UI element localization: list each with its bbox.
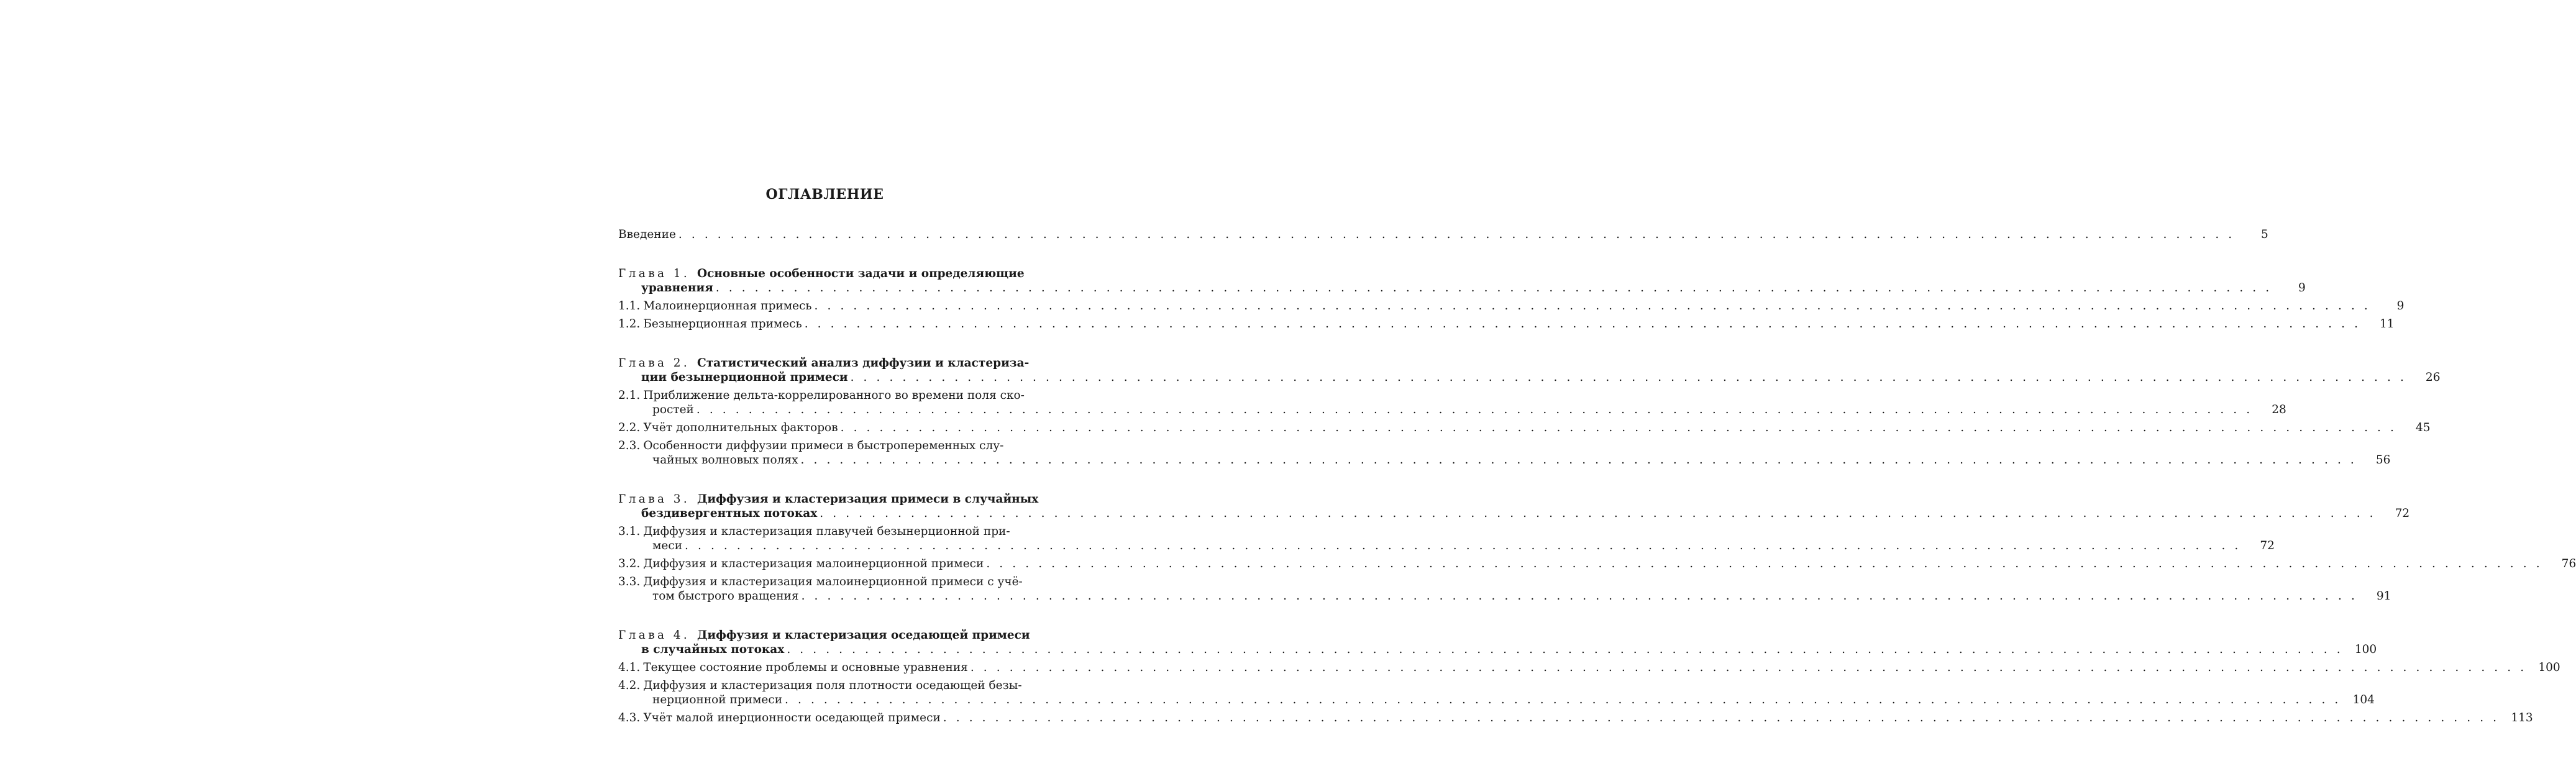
chapter-title-part2: бездивергентных потоках: [641, 507, 818, 520]
toc-page-number: 104: [2352, 693, 2375, 706]
toc-page-number: 45: [2415, 421, 2431, 434]
section-line1[interactable]: [618, 388, 1031, 403]
chapter-heading-line1[interactable]: [618, 492, 1039, 506]
toc-page-number: 9: [2298, 281, 2306, 294]
dot-leader: . . . . . . . . . . . . . . . . . . . . . . . . . . . . . . . . . . . . . . . . . . . . . . . . . . . . . . . . . . . . . . . . . . . . . . . . . . . . . . . . . . . . . . . . . . . . . . . . . . . . . . . . . . . . . . . . . . . . . . . .: [696, 403, 2253, 416]
section-line2[interactable]: [618, 539, 2275, 553]
chapter-spacer: [618, 242, 1031, 267]
section-title: Малоинерционная примесь: [643, 299, 812, 313]
dot-leader: . . . . . . . . . . . . . . . . . . . . . . . . . . . . . . . . . . . . . . . . . . . . . . . . . . . . . . . . . . . . . . . . . . . . . . . . . . . . . . . . . . . . . . . . . . . . . . . . . . . . . . . . . . . . . . . . . . . . . . . .: [787, 643, 2344, 656]
toc-chapter: [618, 267, 2405, 331]
toc-page-number: 26: [2425, 371, 2441, 384]
section-line1[interactable]: [618, 439, 1031, 453]
section-number: 2.1.: [618, 389, 641, 402]
section-line[interactable]: [618, 317, 2395, 331]
section-title-part2: том быстрого вращения: [652, 590, 799, 603]
chapter-heading-line1[interactable]: [618, 628, 1031, 642]
section-line1[interactable]: [618, 575, 1031, 589]
section-number: 3.2.: [618, 557, 641, 570]
section-title: Учёт дополнительных факторов: [643, 421, 838, 434]
toc-page-number: 100: [2354, 643, 2377, 656]
section-number: 4.2.: [618, 679, 641, 692]
toc-page-number: 113: [2511, 711, 2533, 724]
section-title-part1: Приближение дельта-коррелированного во времени поля ско-: [643, 389, 1025, 402]
section-title-part2: меси: [652, 539, 683, 552]
section-line2[interactable]: [618, 453, 2391, 467]
chapter-heading-line2[interactable]: [618, 281, 2306, 295]
toc-entry-label: Введение: [618, 228, 676, 241]
chapter-heading-text: [618, 267, 1025, 281]
chapter-label: Глава 2.: [618, 357, 690, 370]
chapter-title-part2: в случайных потоках: [641, 643, 785, 656]
toc-page-number: 11: [2380, 317, 2395, 331]
toc-page-number: 56: [2375, 454, 2391, 467]
section-number: 3.3.: [618, 575, 641, 588]
chapter-heading-text: [618, 492, 1039, 506]
dot-leader: . . . . . . . . . . . . . . . . . . . . . . . . . . . . . . . . . . . . . . . . . . . . . . . . . . . . . . . . . . . . . . . . . . . . . . . . . . . . . . . . . . . . . . . . . . . . . . . . . . . . . . . . . . . . . . . . . . . . . . . .: [820, 507, 2377, 520]
toc-page-number: 91: [2376, 590, 2391, 603]
chapter-heading-line1[interactable]: [618, 356, 1031, 370]
section-line[interactable]: [618, 557, 2576, 571]
toc-page-number: 72: [2395, 507, 2410, 520]
dot-leader: . . . . . . . . . . . . . . . . . . . . . . . . . . . . . . . . . . . . . . . . . . . . . . . . . . . . . . . . . . . . . . . . . . . . . . . . . . . . . . . . . . . . . . . . . . . . . . . . . . . . . . . . . . . . . . . . . . . . . . . .: [943, 711, 2500, 724]
section-line[interactable]: [618, 421, 2431, 435]
chapter-spacer: [618, 603, 1031, 628]
dot-leader: . . . . . . . . . . . . . . . . . . . . . . . . . . . . . . . . . . . . . . . . . . . . . . . . . . . . . . . . . . . . . . . . . . . . . . . . . . . . . . . . . . . . . . . . . . . . . . . . . . . . . . . . . . . . . . . . . . . . . . . .: [678, 228, 2235, 241]
chapter-heading-line1[interactable]: [618, 267, 1031, 281]
chapters-list: [618, 242, 2576, 725]
dot-leader: . . . . . . . . . . . . . . . . . . . . . . . . . . . . . . . . . . . . . . . . . . . . . . . . . . . . . . . . . . . . . . . . . . . . . . . . . . . . . . . . . . . . . . . . . . . . . . . . . . . . . . . . . . . . . . . . . . . . . . . .: [801, 590, 2358, 603]
section-line2[interactable]: [618, 589, 2391, 603]
table-of-contents: [618, 186, 2576, 725]
toc-page-number: 28: [2272, 403, 2286, 416]
chapter-heading-text: [618, 628, 1030, 642]
section-number: 2.2.: [618, 421, 641, 434]
toc-title: ОГЛАВЛЕНИЕ: [765, 186, 884, 203]
dot-leader: . . . . . . . . . . . . . . . . . . . . . . . . . . . . . . . . . . . . . . . . . . . . . . . . . . . . . . . . . . . . . . . . . . . . . . . . . . . . . . . . . . . . . . . . . . . . . . . . . . . . . . . . . . . . . . . . . . . . . . . .: [814, 299, 2371, 313]
section-line[interactable]: [618, 299, 2405, 313]
section-line2[interactable]: [618, 403, 2286, 417]
toc-chapter: [618, 628, 2560, 725]
section-line1[interactable]: [618, 524, 1031, 539]
section-line1[interactable]: [618, 678, 1031, 693]
section-line2[interactable]: [618, 693, 2375, 707]
dot-leader: . . . . . . . . . . . . . . . . . . . . . . . . . . . . . . . . . . . . . . . . . . . . . . . . . . . . . . . . . . . . . . . . . . . . . . . . . . . . . . . . . . . . . . . . . . . . . . . . . . . . . . . . . . . . . . . . . . . . . . . .: [785, 693, 2341, 706]
chapter-heading-line2[interactable]: [618, 642, 2377, 657]
section-number: 1.1.: [618, 299, 641, 313]
section-number: 1.2.: [618, 317, 641, 331]
toc-page-number: 100: [2538, 661, 2560, 674]
chapter-spacer: [618, 331, 1031, 356]
section-number: 4.3.: [618, 711, 641, 724]
section-title: Текущее состояние проблемы и основные уравнения: [643, 661, 968, 674]
section-number: 3.1.: [618, 525, 641, 538]
chapter-title-part1: Основные особенности задачи и определяющие: [697, 267, 1025, 280]
chapter-label: Глава 3.: [618, 493, 690, 506]
chapter-title-part2: ции безынерционной примеси: [641, 371, 848, 384]
section-title-part2: ростей: [652, 403, 694, 416]
dot-leader: . . . . . . . . . . . . . . . . . . . . . . . . . . . . . . . . . . . . . . . . . . . . . . . . . . . . . . . . . . . . . . . . . . . . . . . . . . . . . . . . . . . . . . . . . . . . . . . . . . . . . . . . . . . . . . . . . . . . . . . .: [970, 661, 2527, 674]
section-title-part2: нерционной примеси: [652, 693, 783, 706]
toc-page-number: 9: [2396, 299, 2405, 313]
section-title-part1: Диффузия и кластеризация малоинерционной примеси с учё-: [643, 575, 1023, 588]
chapter-title-part1: Статистический анализ диффузии и кластериза-: [697, 357, 1030, 370]
dot-leader: . . . . . . . . . . . . . . . . . . . . . . . . . . . . . . . . . . . . . . . . . . . . . . . . . . . . . . . . . . . . . . . . . . . . . . . . . . . . . . . . . . . . . . . . . . . . . . . . . . . . . . . . . . . . . . . . . . . . . . . .: [850, 371, 2407, 384]
section-title-part1: Диффузия и кластеризация плавучей безынерционной при-: [643, 525, 1010, 538]
toc-chapter: [618, 356, 2441, 467]
chapter-spacer: [618, 467, 1031, 492]
section-title: Диффузия и кластеризация малоинерционной примеси: [643, 557, 984, 570]
section-title: Безынерционная примесь: [643, 317, 802, 331]
dot-leader: . . . . . . . . . . . . . . . . . . . . . . . . . . . . . . . . . . . . . . . . . . . . . . . . . . . . . . . . . . . . . . . . . . . . . . . . . . . . . . . . . . . . . . . . . . . . . . . . . . . . . . . . . . . . . . . . . . . . . . . .: [800, 454, 2357, 467]
toc-page-number: 5: [2261, 228, 2268, 241]
chapter-heading-line2[interactable]: [618, 370, 2441, 385]
dot-leader: . . . . . . . . . . . . . . . . . . . . . . . . . . . . . . . . . . . . . . . . . . . . . . . . . . . . . . . . . . . . . . . . . . . . . . . . . . . . . . . . . . . . . . . . . . . . . . . . . . . . . . . . . . . . . . . . . . . . . . . .: [685, 539, 2241, 552]
chapter-heading-line2[interactable]: [618, 506, 2410, 521]
section-title-part2: чайных волновых полях: [652, 454, 798, 467]
toc-page-number: 76: [2561, 557, 2576, 570]
dot-leader: . . . . . . . . . . . . . . . . . . . . . . . . . . . . . . . . . . . . . . . . . . . . . . . . . . . . . . . . . . . . . . . . . . . . . . . . . . . . . . . . . . . . . . . . . . . . . . . . . . . . . . . . . . . . . . . . . . . . . . . .: [715, 281, 2272, 294]
toc-entry-intro[interactable]: [618, 227, 2268, 242]
section-number: 4.1.: [618, 661, 641, 674]
toc-chapter: [618, 492, 2576, 603]
dot-leader: . . . . . . . . . . . . . . . . . . . . . . . . . . . . . . . . . . . . . . . . . . . . . . . . . . . . . . . . . . . . . . . . . . . . . . . . . . . . . . . . . . . . . . . . . . . . . . . . . . . . . . . . . . . . . . . . . . . . . . . .: [840, 421, 2397, 434]
chapter-title-part1: Диффузия и кластеризация примеси в случайных: [697, 493, 1039, 506]
dot-leader: . . . . . . . . . . . . . . . . . . . . . . . . . . . . . . . . . . . . . . . . . . . . . . . . . . . . . . . . . . . . . . . . . . . . . . . . . . . . . . . . . . . . . . . . . . . . . . . . . . . . . . . . . . . . . . . . . . . . . . . .: [804, 317, 2361, 331]
section-line[interactable]: [618, 711, 2533, 725]
section-line[interactable]: [618, 660, 2560, 675]
section-title-part1: Диффузия и кластеризация поля плотности оседающей безы-: [643, 679, 1022, 692]
toc-page-number: 72: [2260, 539, 2275, 552]
section-title: Учёт малой инерционности оседающей примеси: [643, 711, 941, 724]
section-title-part1: Особенности диффузии примеси в быстропеременных слу-: [643, 439, 1004, 452]
chapter-title-part2: уравнения: [641, 281, 713, 294]
chapter-heading-text: [618, 356, 1030, 370]
chapter-label: Глава 1.: [618, 267, 690, 280]
chapter-title-part1: Диффузия и кластеризация оседающей примеси: [697, 629, 1030, 642]
chapter-label: Глава 4.: [618, 629, 690, 642]
section-number: 2.3.: [618, 439, 641, 452]
dot-leader: . . . . . . . . . . . . . . . . . . . . . . . . . . . . . . . . . . . . . . . . . . . . . . . . . . . . . . . . . . . . . . . . . . . . . . . . . . . . . . . . . . . . . . . . . . . . . . . . . . . . . . . . . . . . . . . . . . . . . . . .: [986, 557, 2543, 570]
